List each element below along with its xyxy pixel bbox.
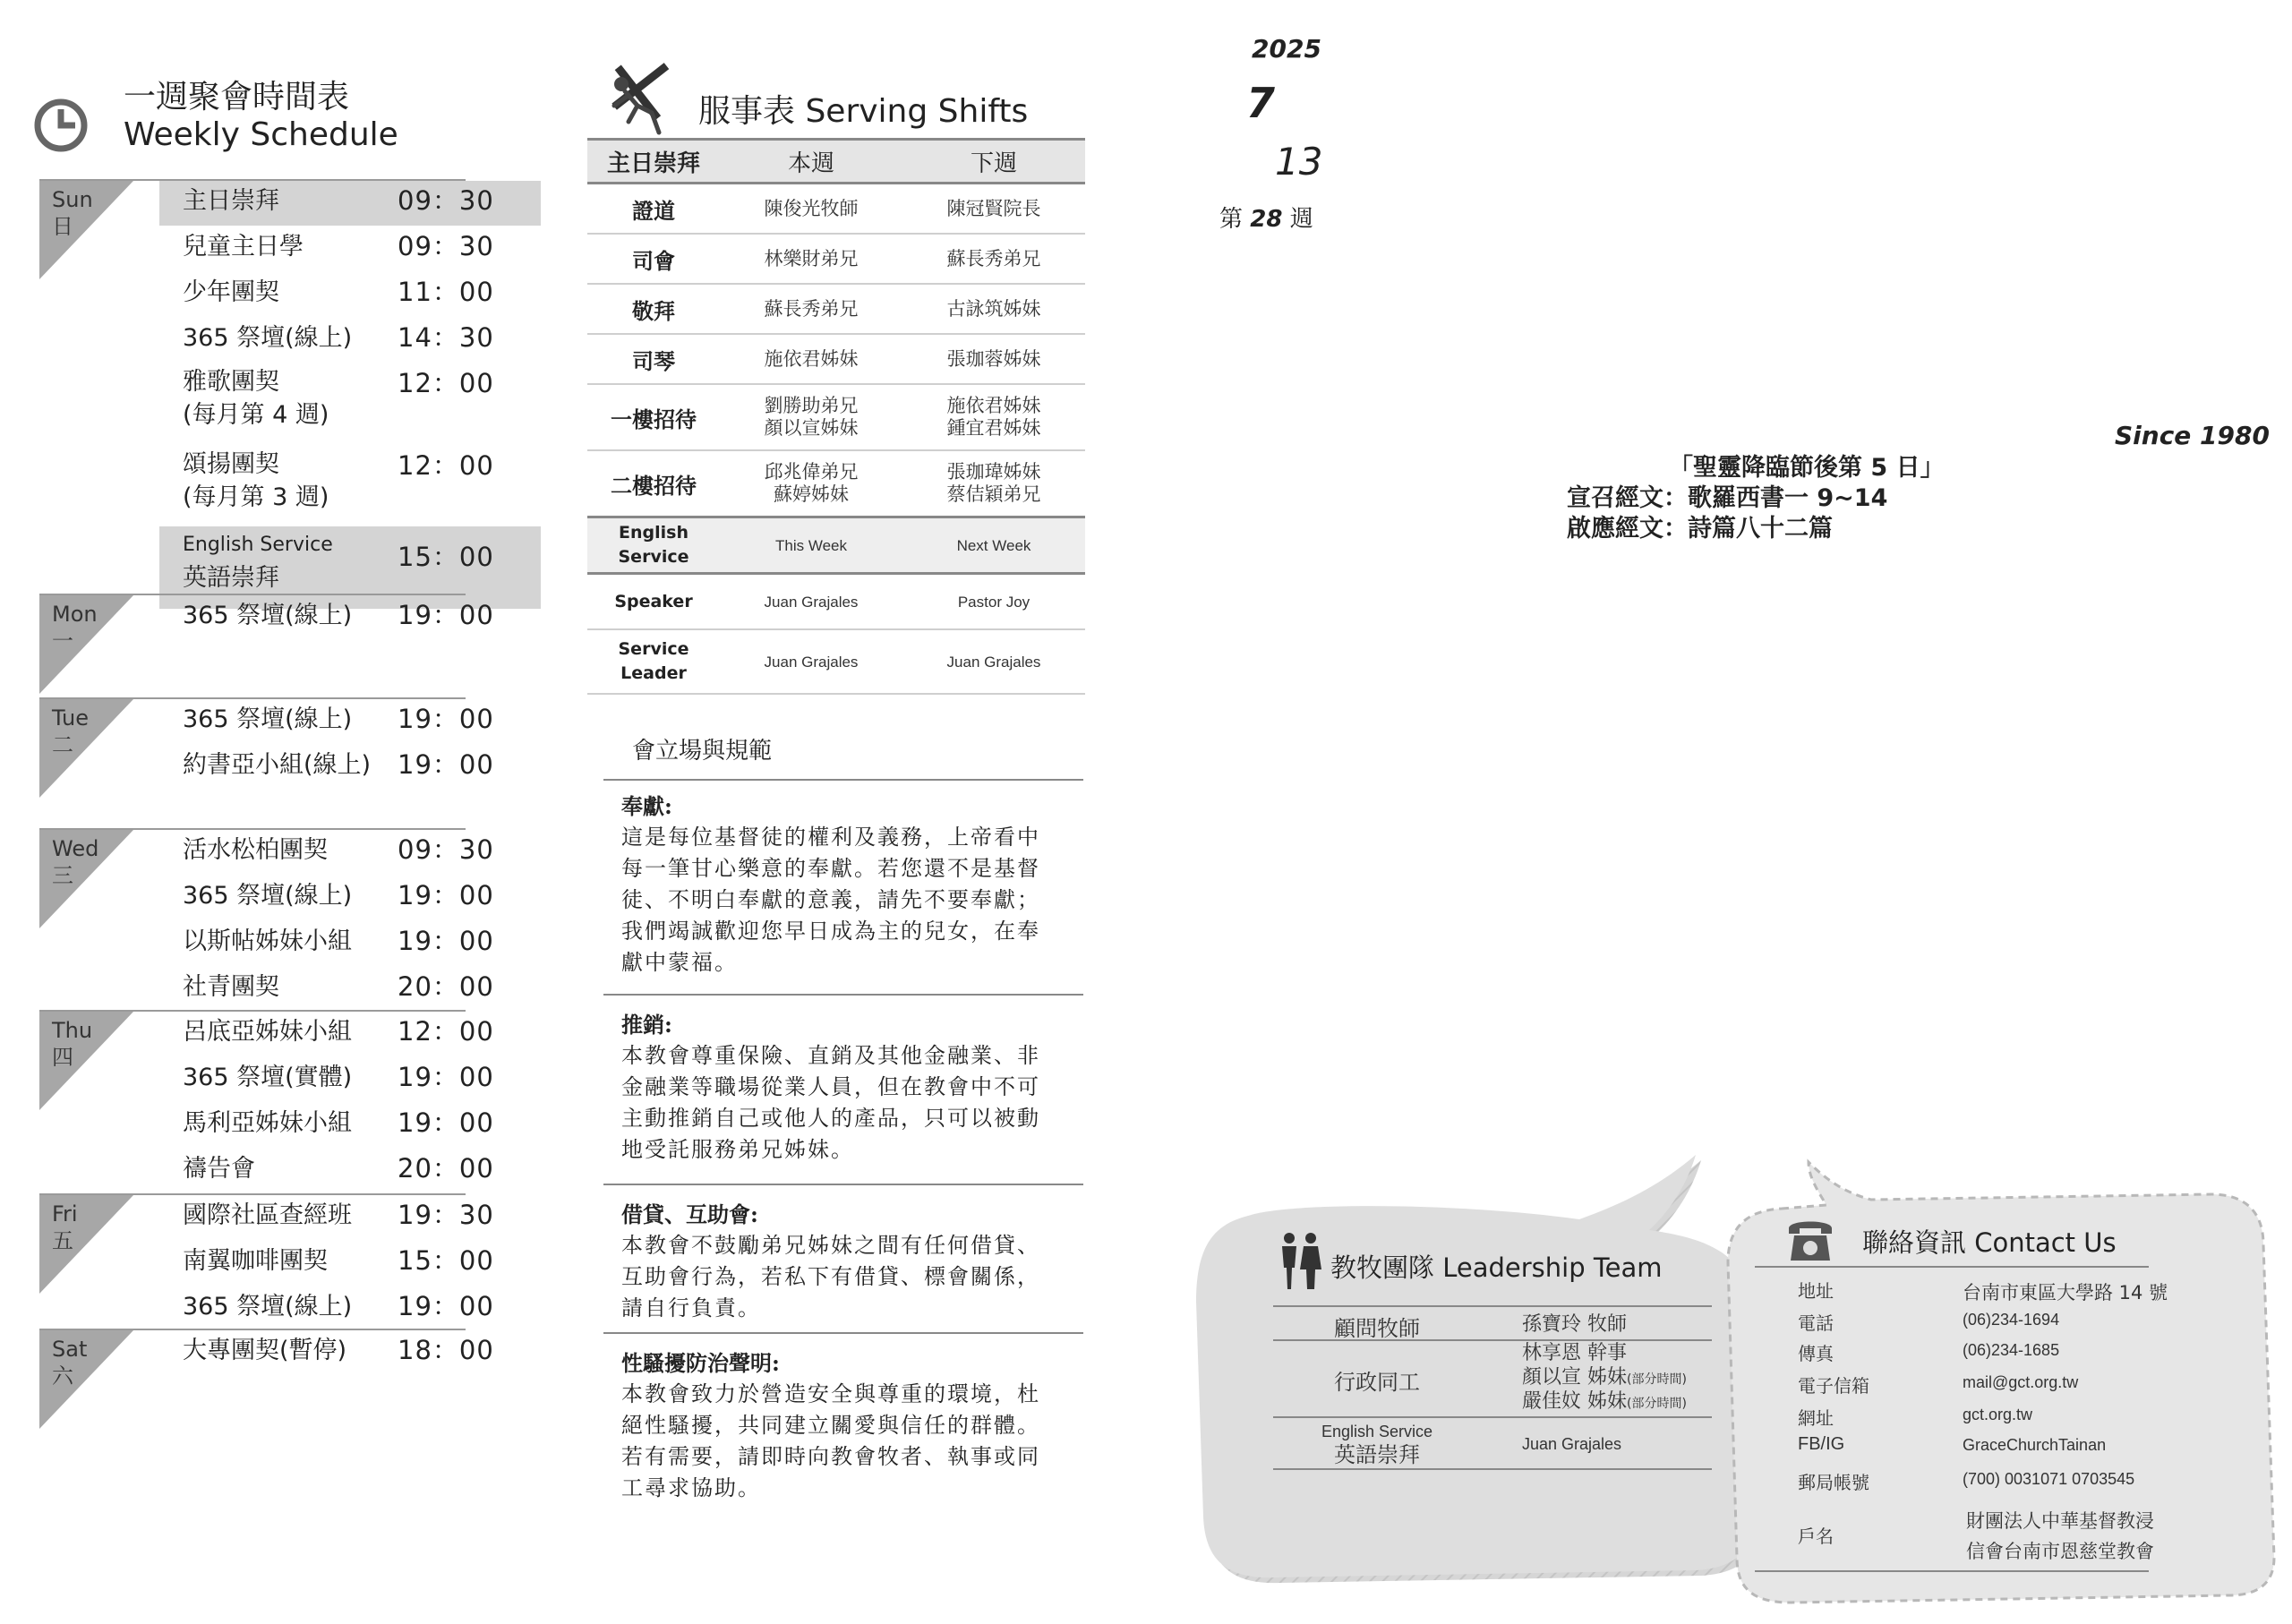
event-name-line: 活水松柏團契 [183, 836, 328, 864]
event-time: 19：30 [398, 1200, 494, 1230]
english-role-line: Service [618, 639, 689, 659]
day-label-zh: 三 [52, 863, 73, 888]
event-name-line: 約書亞小組(線上) [183, 751, 372, 779]
day-label-zh: 五 [52, 1228, 73, 1253]
contact-value: gct.org.tw [1963, 1406, 2033, 1423]
weekly-schedule-title: 一週聚會時間表 Weekly Schedule [124, 79, 398, 153]
event-time: 19：00 [398, 880, 494, 910]
leadership-divider [1273, 1416, 1712, 1418]
event-name-line: 365 祭壇(線上) [183, 602, 353, 629]
event-time: 19：00 [398, 600, 494, 630]
telephone-icon [1785, 1216, 1835, 1262]
serving-role: 敬拜 [587, 284, 720, 334]
day-label-zh: 二 [52, 732, 73, 757]
contact-label: 電話 [1798, 1312, 1834, 1334]
leadership-divider [1273, 1468, 1712, 1470]
event-time: 18：00 [398, 1335, 494, 1365]
event-name-line: 頌揚團契 [183, 450, 279, 478]
event-time: 20：00 [398, 1153, 494, 1184]
call-to-worship-reading: 宣召經文：歌羅西書一 9~14 [1567, 484, 1888, 512]
event-name-line: 大專團契(暫停) [183, 1337, 347, 1364]
leadership-divider [1273, 1305, 1712, 1307]
contact-divider [1755, 1266, 2149, 1268]
policy-line: 請自行負責。 [621, 1295, 761, 1321]
policy-heading: 性騷擾防治聲明: [621, 1350, 780, 1376]
contact-divider [1755, 1570, 2149, 1572]
event-time: 15：00 [398, 1245, 494, 1276]
policy-line: 我們竭誠歡迎您早日成為主的兒女，在奉 [621, 919, 1040, 944]
serving-role: 司琴 [587, 334, 720, 384]
event-name-line: 365 祭壇(線上) [183, 324, 353, 352]
english-service-role: English Service 英語崇拜 [1321, 1423, 1433, 1467]
admin-name [1522, 1389, 1687, 1416]
date-year: 2025 [1252, 34, 1321, 64]
admin-name-note: (部分時間) [1627, 1372, 1687, 1387]
serving-role: 證道 [587, 184, 720, 235]
event-name-line: 馬利亞姊妹小組 [183, 1109, 352, 1137]
english-person: Juan Grajales [720, 574, 902, 630]
event-name-line: 雅歌團契 [183, 368, 279, 396]
event-name-line: (每月第 3 週) [183, 483, 329, 511]
event-time: 12：00 [398, 450, 494, 481]
date-day: 13 [1275, 140, 1323, 184]
policy-line: 徒、不明白奉獻的意義，請先不要奉獻； [621, 887, 1040, 912]
event-time: 14：30 [398, 322, 494, 353]
serving-header-cell: 主日崇拜 [587, 140, 720, 184]
admin-name-text: 嚴佳妏 姊妹 [1522, 1390, 1627, 1413]
event-time: 12：00 [398, 1016, 494, 1047]
english-person: Juan Grajales [720, 629, 902, 694]
policy-heading: 奉獻: [621, 793, 672, 819]
admin-name-note: (部分時間) [1627, 1397, 1687, 1411]
event-time: 19：00 [398, 1291, 494, 1321]
day-label-en: Sat [52, 1337, 88, 1362]
policy-line: 絕性騷擾，共同建立關愛與信任的群體。 [621, 1413, 1040, 1438]
serving-person-name: 施依君姊妹 [764, 347, 859, 370]
serving-person-name: 張珈蓉姊妹 [946, 347, 1041, 370]
event-name-line: 365 祭壇(實體) [183, 1064, 353, 1091]
event-time: 19：00 [398, 749, 494, 780]
policy-line: 互助會行為，若私下有借貸、標會關係， [621, 1264, 1040, 1289]
leadership-divider [1273, 1339, 1712, 1341]
event-name-line: 社青團契 [183, 973, 279, 1001]
english-person: Pastor Joy [902, 574, 1085, 630]
policy-line: 本教會致力於營造安全與尊重的環境，杜 [621, 1381, 1040, 1406]
serving-person-name: 陳冠賢院長 [946, 197, 1041, 219]
date-month: 7 [1246, 79, 1276, 127]
account-name: 財團法人中華基督教浸 信會台南市恩慈堂教會 [1966, 1510, 2154, 1562]
policy-heading: 推銷: [621, 1012, 672, 1038]
advisor-name: 孫寶玲 牧師 [1522, 1313, 1627, 1336]
admin-name-text: 顏以宣 姊妹 [1522, 1366, 1627, 1389]
event-name-line: (每月第 4 週) [183, 401, 329, 429]
event-name-line: 禱告會 [183, 1155, 255, 1183]
event-name-line: 365 祭壇(線上) [183, 1293, 353, 1321]
admin-name [1522, 1365, 1687, 1392]
leadership-title: 教牧團隊 Leadership Team [1330, 1252, 1663, 1283]
serving-person-name: 古詠筑姊妹 [946, 297, 1041, 320]
policy-line: 若有需要，請即時向教會牧者、執事或同 [621, 1444, 1040, 1469]
event-time: 09：30 [398, 231, 494, 261]
event-name-line: 365 祭壇(線上) [183, 882, 353, 910]
serving-person-name: 蘇婷姊妹 [774, 483, 849, 505]
contact-value: (06)234-1694 [1963, 1311, 2060, 1329]
event-name-line: 365 祭壇(線上) [183, 705, 353, 733]
day-label-zh: 日 [52, 214, 73, 239]
day-label-zh: 四 [52, 1045, 73, 1070]
responsive-reading: 啟應經文：詩篇八十二篇 [1567, 515, 1833, 543]
policy-line: 本教會尊重保險、直銷及其他金融業、非 [621, 1043, 1040, 1068]
next-week-label: Next Week [902, 517, 1085, 574]
english-role-line: Speaker [614, 591, 693, 611]
serving-person-name: 顏以宣姊妹 [764, 417, 859, 439]
day-label-en: Wed [52, 836, 99, 861]
english-person: Juan Grajales [902, 629, 1085, 694]
serving-person-name: 陳俊光牧師 [764, 197, 859, 219]
serving-person-name: 蘇長秀弟兄 [946, 247, 1041, 269]
event-time: 15：00 [398, 542, 494, 572]
event-name-line: 少年團契 [183, 278, 279, 306]
policy-line: 地受託服務弟兄姊妹。 [621, 1137, 854, 1162]
event-time: 19：00 [398, 926, 494, 956]
day-label-en: Thu [52, 1018, 93, 1043]
event-name-line: 呂底亞姊妹小組 [183, 1018, 352, 1046]
english-label-line: English [619, 523, 688, 543]
since-year: Since 1980 [2115, 421, 2270, 450]
serving-header-cell: 本週 [720, 140, 902, 184]
policy-line: 獻中蒙福。 [621, 950, 738, 975]
event-name-line: 英語崇拜 [183, 564, 279, 592]
serving-role: 司會 [587, 234, 720, 284]
event-name-line: 主日崇拜 [183, 187, 279, 215]
account-name-label: 戶名 [1798, 1526, 1834, 1547]
contact-value: 台南市東區大學路 14 號 [1963, 1282, 2168, 1303]
serving-role: 二樓招待 [587, 450, 720, 517]
day-label-en: Tue [52, 705, 89, 731]
contact-value: (06)234-1685 [1963, 1341, 2060, 1359]
serving-shifts-title: 服事表 Serving Shifts [698, 93, 1029, 130]
event-time: 09：30 [398, 185, 494, 216]
serving-person-name: 張珈瑋姊妹 [946, 461, 1041, 483]
event-name-line: 兒童主日學 [183, 233, 304, 261]
policy-heading: 借貸、互助會: [621, 1201, 758, 1227]
event-time: 09：30 [398, 834, 494, 865]
event-time: 20：00 [398, 971, 494, 1002]
people-icon [1279, 1232, 1323, 1291]
event-time: 12：00 [398, 368, 494, 398]
policy-line: 本教會不鼓勵弟兄姊妹之間有任何借貸、 [621, 1233, 1040, 1258]
advisor-role: 顧問牧師 [1334, 1316, 1420, 1341]
contact-value: (700) 0031071 0703545 [1963, 1470, 2135, 1488]
serving-person-name: 林樂財弟兄 [764, 247, 859, 269]
event-name-line: 南翼咖啡團契 [183, 1247, 328, 1275]
serving-person-name: 蔡佶穎弟兄 [946, 483, 1041, 505]
policy-line: 主動推銷自己或他人的產品，只可以被動 [621, 1106, 1040, 1131]
contact-label: FB/IG [1798, 1434, 1845, 1454]
policy-title: 會立場與規範 [632, 738, 773, 765]
contact-label: 郵局帳號 [1798, 1472, 1869, 1493]
contact-label: 網址 [1798, 1407, 1834, 1429]
this-week-label: This Week [720, 517, 902, 574]
serving-person-name: 鍾宜君姊妹 [946, 417, 1041, 439]
contact-label: 傳真 [1798, 1343, 1834, 1364]
day-label-en: Fri [52, 1201, 78, 1227]
policy-line: 金融業等職場從業人員，但在教會中不可 [621, 1074, 1040, 1099]
policy-line: 這是每位基督徒的權利及義務，上帝看中 [621, 825, 1040, 850]
event-time: 19：00 [398, 1107, 494, 1138]
serving-role: 一樓招待 [587, 384, 720, 450]
event-time: 19：00 [398, 1062, 494, 1092]
english-label-line: Service [618, 547, 689, 567]
day-label-zh: 六 [52, 1363, 73, 1389]
day-label-zh: 一 [52, 628, 73, 654]
serving-person-name: 邱兆偉弟兄 [764, 461, 859, 483]
day-label-en: Mon [52, 602, 98, 627]
contact-title: 聯絡資訊 Contact Us [1862, 1227, 2117, 1258]
serving-person-name: 蘇長秀弟兄 [764, 297, 859, 320]
serving-person-name: 施依君姊妹 [946, 395, 1041, 416]
event-time: 19：00 [398, 704, 494, 734]
liturgical-occasion: 「聖靈降臨節後第 5 日」 [1669, 454, 1945, 482]
contact-label: 電子信箱 [1798, 1375, 1869, 1397]
admin-role: 行政同工 [1334, 1370, 1420, 1395]
event-name-line: 以斯帖姊妹小組 [183, 927, 352, 955]
event-name-line: English Service [183, 534, 333, 556]
contact-label: 地址 [1798, 1280, 1834, 1302]
day-label-en: Sun [52, 187, 93, 212]
english-service-name: Juan Grajales [1522, 1435, 1622, 1453]
admin-name-text: 林享恩 幹事 [1522, 1342, 1627, 1364]
serving-person-name: 劉勝助弟兄 [764, 395, 859, 416]
english-role-line: Leader [620, 663, 687, 683]
event-name-line: 國際社區查經班 [183, 1201, 352, 1229]
event-time: 11：00 [398, 277, 494, 307]
policy-line: 每一筆甘心樂意的奉獻。若您還不是基督 [621, 856, 1040, 881]
serving-header-cell: 下週 [902, 140, 1085, 184]
contact-value: mail@gct.org.tw [1963, 1373, 2079, 1391]
policy-line: 工尋求協助。 [621, 1475, 761, 1500]
week-number: 第 28 週 [1219, 206, 1313, 233]
admin-name [1522, 1341, 1627, 1365]
contact-value: GraceChurchTainan [1963, 1436, 2107, 1454]
